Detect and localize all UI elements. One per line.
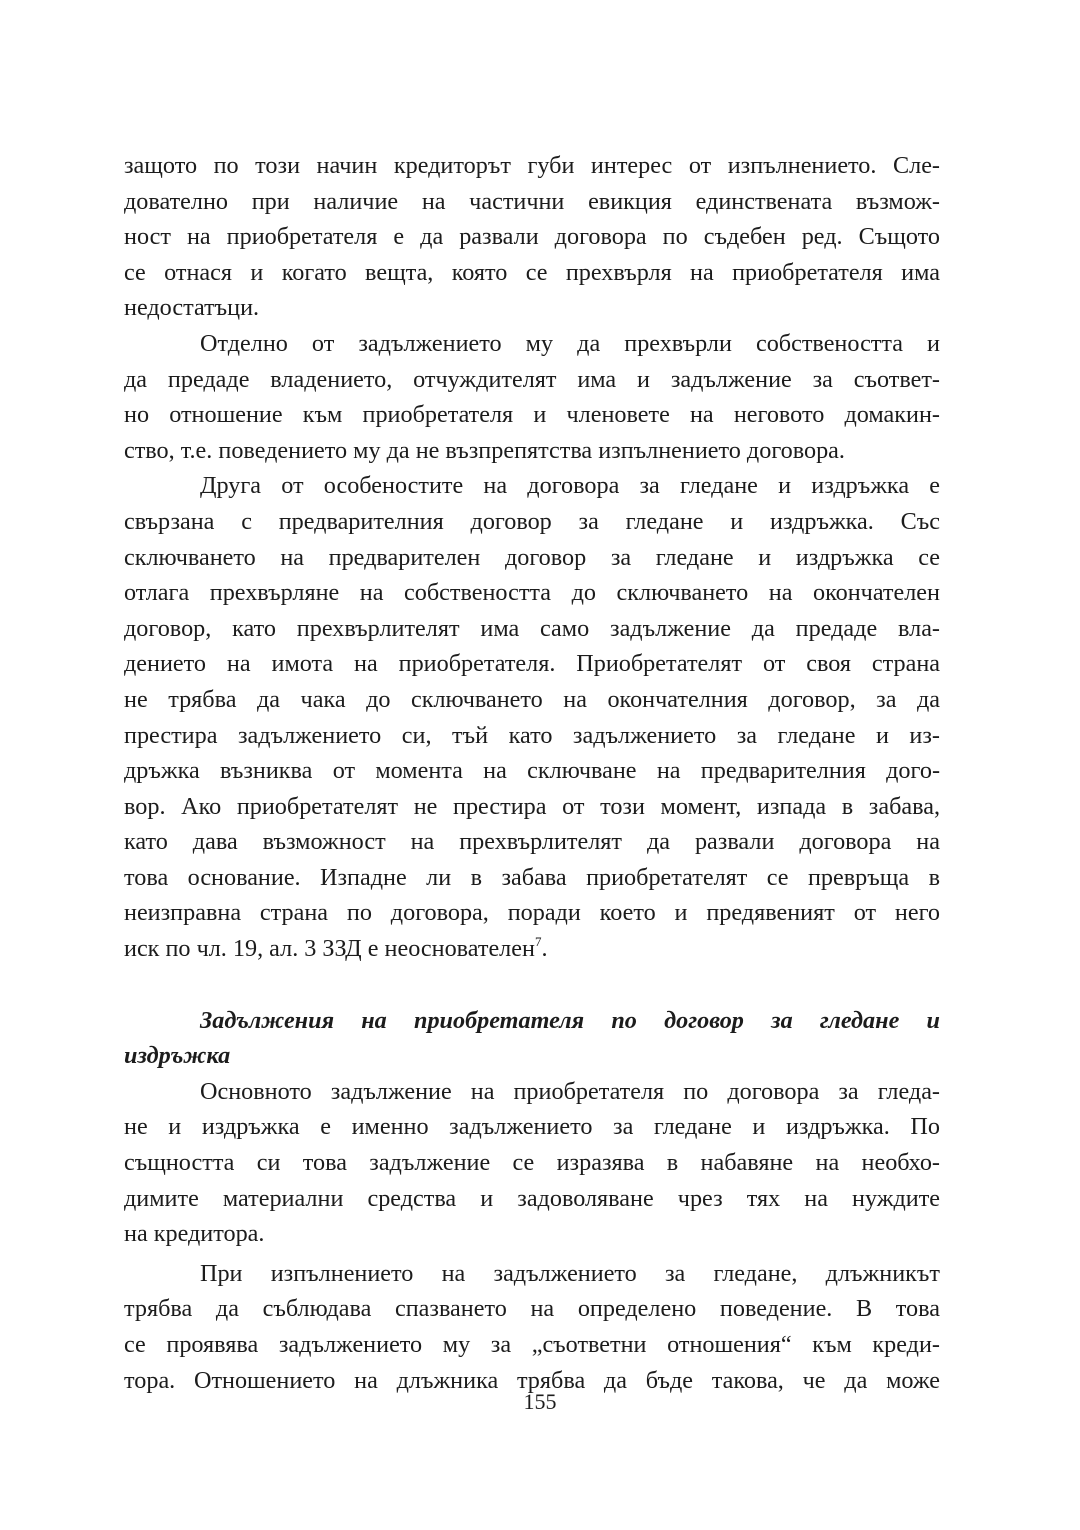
text-line: като дава възможност на прехвърлителят да развали договора на: [124, 828, 940, 856]
text-line: Друга от особеностите на договора за гледане и издръжка е: [200, 472, 940, 500]
text-line: се проявява задължението му за „съответни отношения“ към креди-: [124, 1331, 940, 1358]
text-line: ство, т.е. поведението му да не възпрепятства изпълнението договора.: [124, 436, 845, 464]
heading-line: Задължения на приобретателя по договор за гледане и: [200, 1006, 940, 1034]
text-line: свързана с предварителния договор за гледане и издръжка. Със: [124, 507, 940, 535]
paragraph-3: [124, 468, 940, 966]
footnote-reference[interactable]: 7: [534, 934, 542, 950]
paragraph-1: [124, 148, 940, 326]
text-line: Основното задължение на приобретателя по договора за гледа-: [200, 1077, 940, 1105]
paragraph-2: [124, 326, 940, 468]
text-line: сключването на предварителен договор за гледане и издръжка се: [124, 543, 940, 571]
text-line: ност на приобретателя е да развали договора по съдебен ред. Същото: [124, 223, 940, 251]
text-line: дователно при наличие на частични евикция единствената възмож-: [124, 187, 940, 215]
page-body: [124, 148, 940, 1398]
text-line: дръжка възниква от момента на сключване на предварителния дого-: [124, 757, 940, 785]
text-line: трябва да съблюдава спазването на определено поведение. В това: [124, 1295, 940, 1323]
text-line: договор, като прехвърлителят има само задължение да предаде вла-: [124, 614, 940, 642]
text-line: но отношение към приобретателя и членовете на неговото домакин-: [124, 401, 940, 429]
text-line: дението на имота на приобретателя. Приобретателят от своя страна: [124, 650, 940, 678]
text-line: вор. Ако приобретателят не престира от този момент, изпада в забава,: [124, 792, 940, 820]
text-line: защото по този начин кредиторът губи интерес от изпълнението. Сле-: [124, 152, 940, 179]
text-line: неизправна страна по договора, поради което и предявеният от него: [124, 899, 940, 927]
paragraph-4: [124, 1074, 940, 1252]
text-line: тора. Отношението на длъжника трябва да бъде такова, че да може: [124, 1366, 940, 1394]
text-line: се отнася и когато вещта, която се прехвърля на приобретателя има: [124, 258, 940, 286]
paragraph-5: [124, 1256, 940, 1398]
heading-line: издръжка: [124, 1042, 231, 1070]
text-fragment: иск по чл. 19, ал. 3 ЗЗД е неоснователен: [124, 935, 535, 963]
text-line: отлага прехвърляне на собствеността до сключването на окончателен: [124, 579, 940, 607]
text-line: димите материални средства и задоволяване чрез тях на нуждите: [124, 1184, 940, 1212]
text-line: не трябва да чака до сключването на окончателния договор, за да: [124, 685, 940, 713]
text-line: не и издръжка е именно задължението за гледане и издръжка. По: [124, 1113, 940, 1141]
text-line-with-footnote: [124, 931, 940, 967]
text-line: недостатъци.: [124, 294, 260, 322]
text-fragment: .: [541, 935, 548, 963]
text-line: При изпълнението на задължението за гледане, длъжникът: [200, 1259, 940, 1287]
text-line: да предаде владението, отчуждителят има и задължение за съответ-: [124, 365, 940, 393]
text-line: това основание. Изпадне ли в забава приобретателят се превръща в: [124, 863, 940, 891]
text-line: Отделно от задължението му да прехвърли собствеността и: [200, 329, 940, 357]
text-line: същността си това задължение се изразява в набавяне на необхо-: [124, 1149, 940, 1177]
page-number: 155: [523, 1389, 557, 1414]
text-line: престира задължението си, тъй като задължението за гледане и из-: [124, 721, 940, 749]
section-heading: [124, 1003, 940, 1074]
text-line: на кредитора.: [124, 1220, 265, 1248]
